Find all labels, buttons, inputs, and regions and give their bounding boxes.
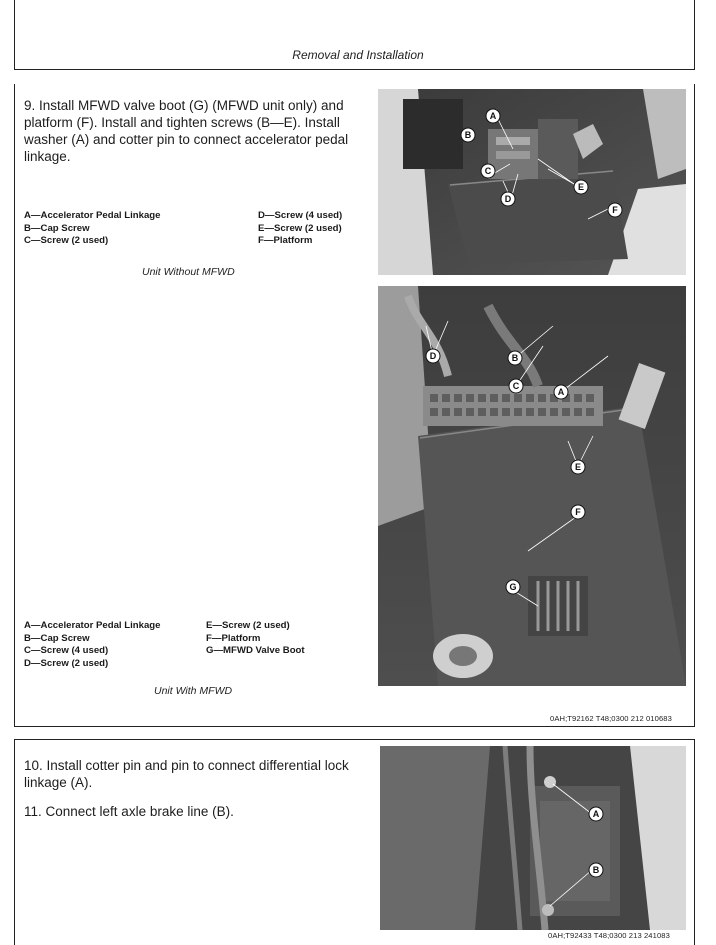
svg-text:B: B [592,865,600,876]
legend-item: F—Platform [258,235,313,246]
caption-unit-with-mfwd: Unit With MFWD [154,685,233,697]
step11-text: 11. Connect left axle brake line (B). [24,804,234,819]
svg-text:D: D [504,194,512,205]
legend1-col2 [258,210,342,248]
svg-text:F: F [575,507,581,518]
page-title: Removal and Installation [292,48,424,62]
legend-item: A—Accelerator Pedal Linkage [24,620,161,631]
photo-unit-with-mfwd [378,286,686,686]
svg-text:D: D [429,351,437,362]
svg-text:B: B [511,353,519,364]
svg-text:B: B [464,130,472,141]
legend2-col2 [206,620,305,658]
legend-item: E—Screw (2 used) [206,620,290,631]
legend-item: C—Screw (4 used) [24,645,109,656]
callout-label [509,379,523,393]
legend-item: E—Screw (2 used) [258,222,342,234]
section2-border-top [14,739,695,740]
section1-border-right [694,84,695,726]
legend-item: B—Cap Screw [24,222,90,234]
callout-label [571,460,585,474]
step9-text: 9. Install MFWD valve boot (G) (MFWD unit only) and platform (F). Install and tighten screws (B—E). Install washer (A) and cotter pin to connect accelerator pedal linkage. [24,98,349,164]
callout-label [589,863,603,877]
svg-text:A: A [557,387,565,398]
callout-label [608,203,622,217]
legend-item: D—Screw (4 used) [258,210,343,221]
svg-text:C: C [484,166,492,177]
photo-differential-lock [380,746,686,930]
callout-label [426,349,440,363]
svg-text:E: E [574,462,582,473]
caption-unit-without-mfwd: Unit Without MFWD [142,266,235,278]
callout-label [571,505,585,519]
step10-text: 10. Install cotter pin and pin to connect differential lock linkage (A). [24,758,349,790]
callout-label [481,164,495,178]
callout-label [574,180,588,194]
svg-text:A: A [592,809,600,820]
svg-text:E: E [577,182,585,193]
header-rule [14,69,695,70]
callout-label [486,109,500,123]
reference-code-1: 0AH;T92162 T48;0300 212 010683 [550,714,672,723]
reference-code-2: 0AH;T92433 T48;0300 213 241083 [548,931,670,940]
legend2-col1 [24,620,161,670]
legend-item: C—Screw (2 used) [24,235,109,246]
legend-item: A—Accelerator Pedal Linkage [24,210,161,221]
callout-label [589,807,603,821]
legend-item: G—MFWD Valve Boot [206,645,305,656]
section1-border-left [14,84,15,726]
svg-text:G: G [509,582,517,593]
callout-label [554,385,568,399]
photo-unit-without-mfwd [378,89,686,275]
callout-label [506,580,520,594]
section2-border-right [694,739,695,945]
callout-label [461,128,475,142]
svg-text:F: F [612,205,618,216]
svg-text:A: A [489,111,497,122]
legend-item: D—Screw (2 used) [24,657,109,669]
legend-item: B—Cap Screw [24,632,90,644]
section2-border-left [14,739,15,945]
svg-text:C: C [512,381,520,392]
callout-label [501,192,515,206]
section1-border-bottom [14,726,695,727]
legend1-col1 [24,210,161,248]
legend-item: F—Platform [206,632,261,644]
callout-label [508,351,522,365]
